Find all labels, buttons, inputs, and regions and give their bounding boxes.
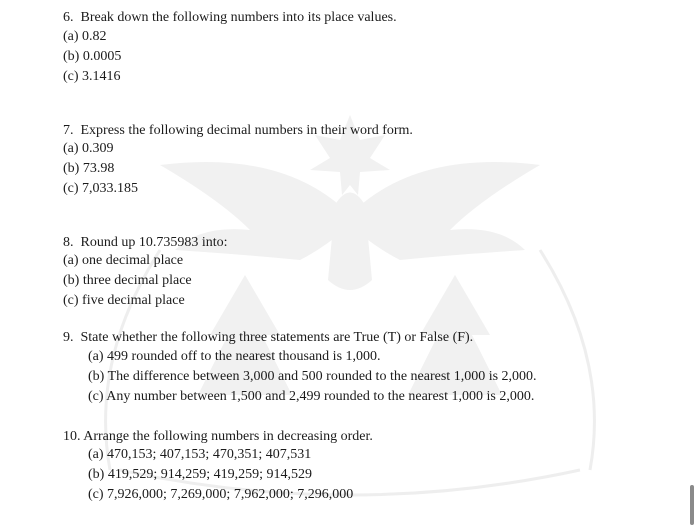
item-text: 7,033.185 <box>82 181 139 196</box>
question-8-item-a <box>63 253 183 269</box>
item-text: five decimal place <box>82 293 185 308</box>
question-7-item-b <box>63 161 114 177</box>
item-label: (a) <box>63 141 79 156</box>
item-text: 470,153; 407,153; 470,351; 407,531 <box>107 447 312 462</box>
item-text: three decimal place <box>82 273 192 288</box>
item-label: (a) <box>63 29 79 44</box>
question-text: Break down the following numbers into its place values. <box>80 10 397 25</box>
question-number: 6. <box>63 10 74 25</box>
item-text: 419,529; 914,259; 419,259; 914,529 <box>107 467 312 482</box>
question-9-item-c <box>88 389 534 405</box>
question-7-item-a <box>63 141 114 157</box>
question-text: Arrange the following numbers in decreasing order. <box>83 429 373 444</box>
item-label: (a) <box>88 349 104 364</box>
question-7-prompt <box>63 123 413 139</box>
item-text: 7,926,000; 7,269,000; 7,962,000; 7,296,000 <box>107 487 354 502</box>
item-label: (c) <box>63 293 79 308</box>
item-label: (a) <box>88 447 104 462</box>
item-text: The difference between 3,000 and 500 rounded to the nearest 1,000 is 2,000. <box>107 369 537 384</box>
item-label: (b) <box>88 369 105 384</box>
item-text: 0.309 <box>82 141 114 156</box>
question-8-prompt <box>63 235 228 251</box>
item-text: 499 rounded off to the nearest thousand is 1,000. <box>107 349 381 364</box>
item-label: (a) <box>63 253 79 268</box>
question-text: State whether the following three statements are True (T) or False (F). <box>80 330 474 345</box>
question-8-item-b <box>63 273 192 289</box>
question-9-item-b <box>88 369 537 385</box>
question-7-item-c <box>63 181 138 197</box>
question-10-prompt <box>63 429 373 445</box>
item-label: (b) <box>63 273 80 288</box>
question-10-item-b <box>88 467 312 483</box>
item-text: 0.0005 <box>82 49 122 64</box>
question-6-item-b <box>63 49 121 65</box>
question-number: 10. <box>63 429 81 444</box>
item-text: Any number between 1,500 and 2,499 rounded to the nearest 1,000 is 2,000. <box>106 389 535 404</box>
question-10-item-c <box>88 487 353 503</box>
question-number: 7. <box>63 123 74 138</box>
question-10-item-a <box>88 447 311 463</box>
item-label: (b) <box>88 467 105 482</box>
question-text: Express the following decimal numbers in their word form. <box>80 123 413 138</box>
question-number: 9. <box>63 330 74 345</box>
question-6-item-a <box>63 29 107 45</box>
item-label: (c) <box>88 487 104 502</box>
item-label: (c) <box>63 181 79 196</box>
question-number: 8. <box>63 235 74 250</box>
item-label: (b) <box>63 161 80 176</box>
question-8-item-c <box>63 293 185 309</box>
question-6-item-c <box>63 69 121 85</box>
question-9-prompt <box>63 330 473 346</box>
item-label: (c) <box>63 69 79 84</box>
item-text: 0.82 <box>82 29 107 44</box>
item-text: one decimal place <box>82 253 184 268</box>
question-text: Round up 10.735983 into: <box>80 235 228 250</box>
question-6-prompt <box>63 10 397 26</box>
item-label: (b) <box>63 49 80 64</box>
question-9-item-a <box>88 349 381 365</box>
item-text: 73.98 <box>82 161 115 176</box>
item-text: 3.1416 <box>82 69 121 84</box>
scrollbar-thumb[interactable] <box>690 485 694 525</box>
item-label: (c) <box>88 389 104 404</box>
